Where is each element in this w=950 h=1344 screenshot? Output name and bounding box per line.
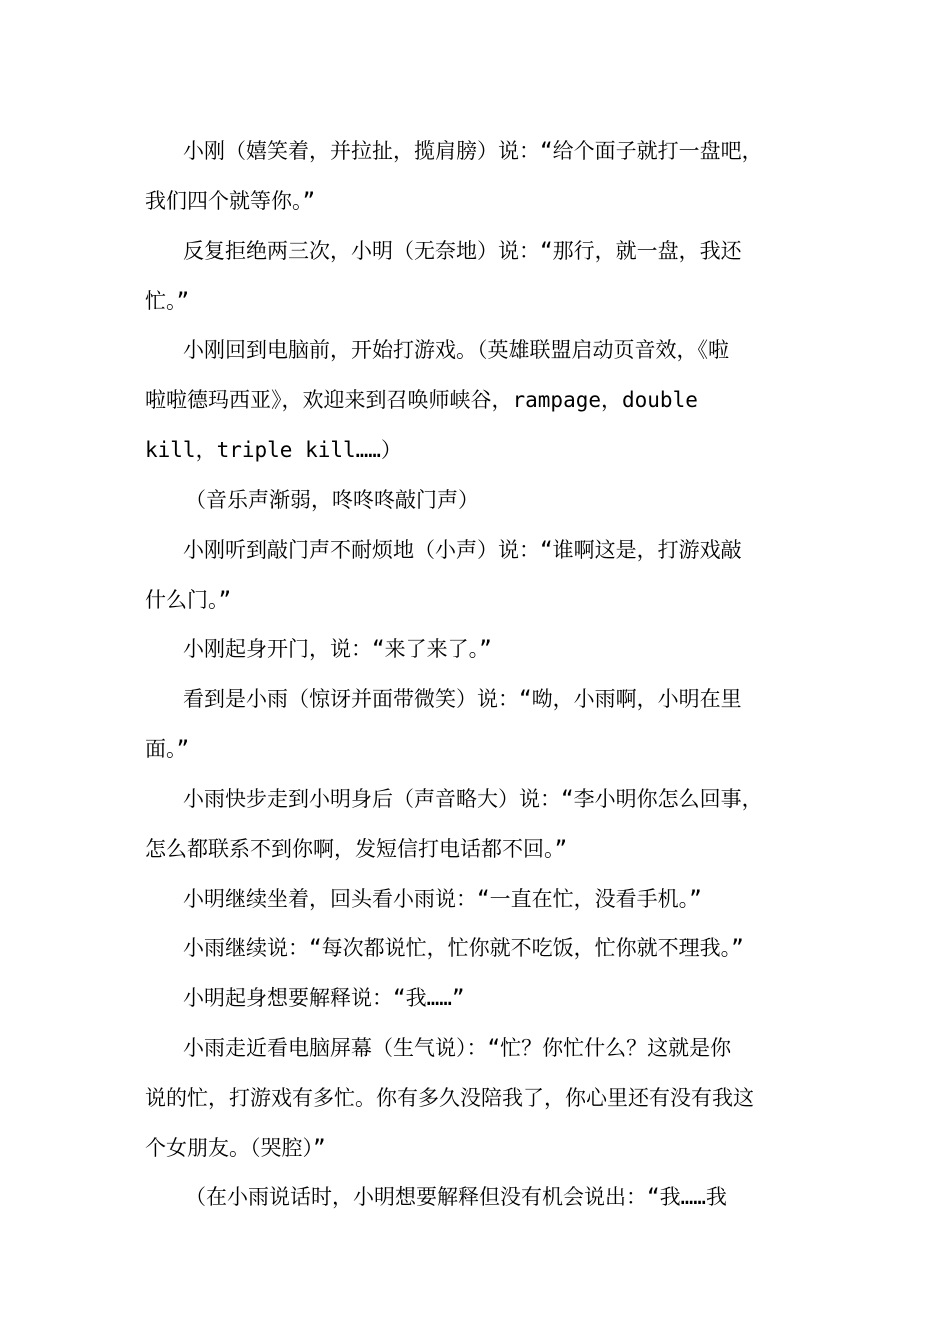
text-line: 看到是小雨（惊讶并面带微笑）说：“呦，小雨啊，小明在里 <box>183 687 742 711</box>
text-line: 忙。” <box>145 289 190 313</box>
text-line: （音乐声渐弱，咚咚咚敲门声） <box>185 488 479 512</box>
text-line: 说的忙，打游戏有多忙。你有多久没陪我了，你心里还有没有我这 <box>145 1086 754 1110</box>
text-line: 小雨继续说：“每次都说忙，忙你就不吃饭，忙你就不理我。” <box>183 936 744 960</box>
text-line: 个女朋友。（哭腔）” <box>145 1136 326 1160</box>
text-line: （在小雨说话时，小明想要解释但没有机会说出：“我……我 <box>185 1185 727 1209</box>
text-line: 我们四个就等你。” <box>145 189 316 213</box>
text-line: 小刚（嬉笑着，并拉扯，揽肩膀）说：“给个面子就打一盘吧， <box>183 139 763 163</box>
text-line: 小刚回到电脑前，开始打游戏。（英雄联盟启动页音效，《啦 <box>183 338 729 362</box>
text-line: 啦啦德玛西亚》，欢迎来到召唤师峡谷，rampage，double <box>145 388 698 412</box>
text-line: 小明起身想要解释说：“我……” <box>183 986 465 1010</box>
text-line: 小雨快步走到小明身后（声音略大）说：“李小明你怎么回事， <box>183 787 763 811</box>
text-line: 什么门。” <box>145 588 232 612</box>
text-line: 小刚起身开门，说：“来了来了。” <box>183 637 492 661</box>
text-line: 小明继续坐着，回头看小雨说：“一直在忙，没看手机。” <box>183 887 702 911</box>
text-line: 反复拒绝两三次，小明（无奈地）说：“那行，就一盘，我还 <box>183 239 742 263</box>
text-line: 小雨走近看电脑屏幕（生气说）：“忙？你忙什么？这就是你 <box>183 1036 732 1060</box>
text-line: 怎么都联系不到你啊，发短信打电话都不回。” <box>145 837 568 861</box>
text-line: 小刚听到敲门声不耐烦地（小声）说：“谁啊这是，打游戏敲 <box>183 538 742 562</box>
text-line: kill，triple kill……） <box>145 438 402 462</box>
text-line: 面。” <box>145 737 190 761</box>
